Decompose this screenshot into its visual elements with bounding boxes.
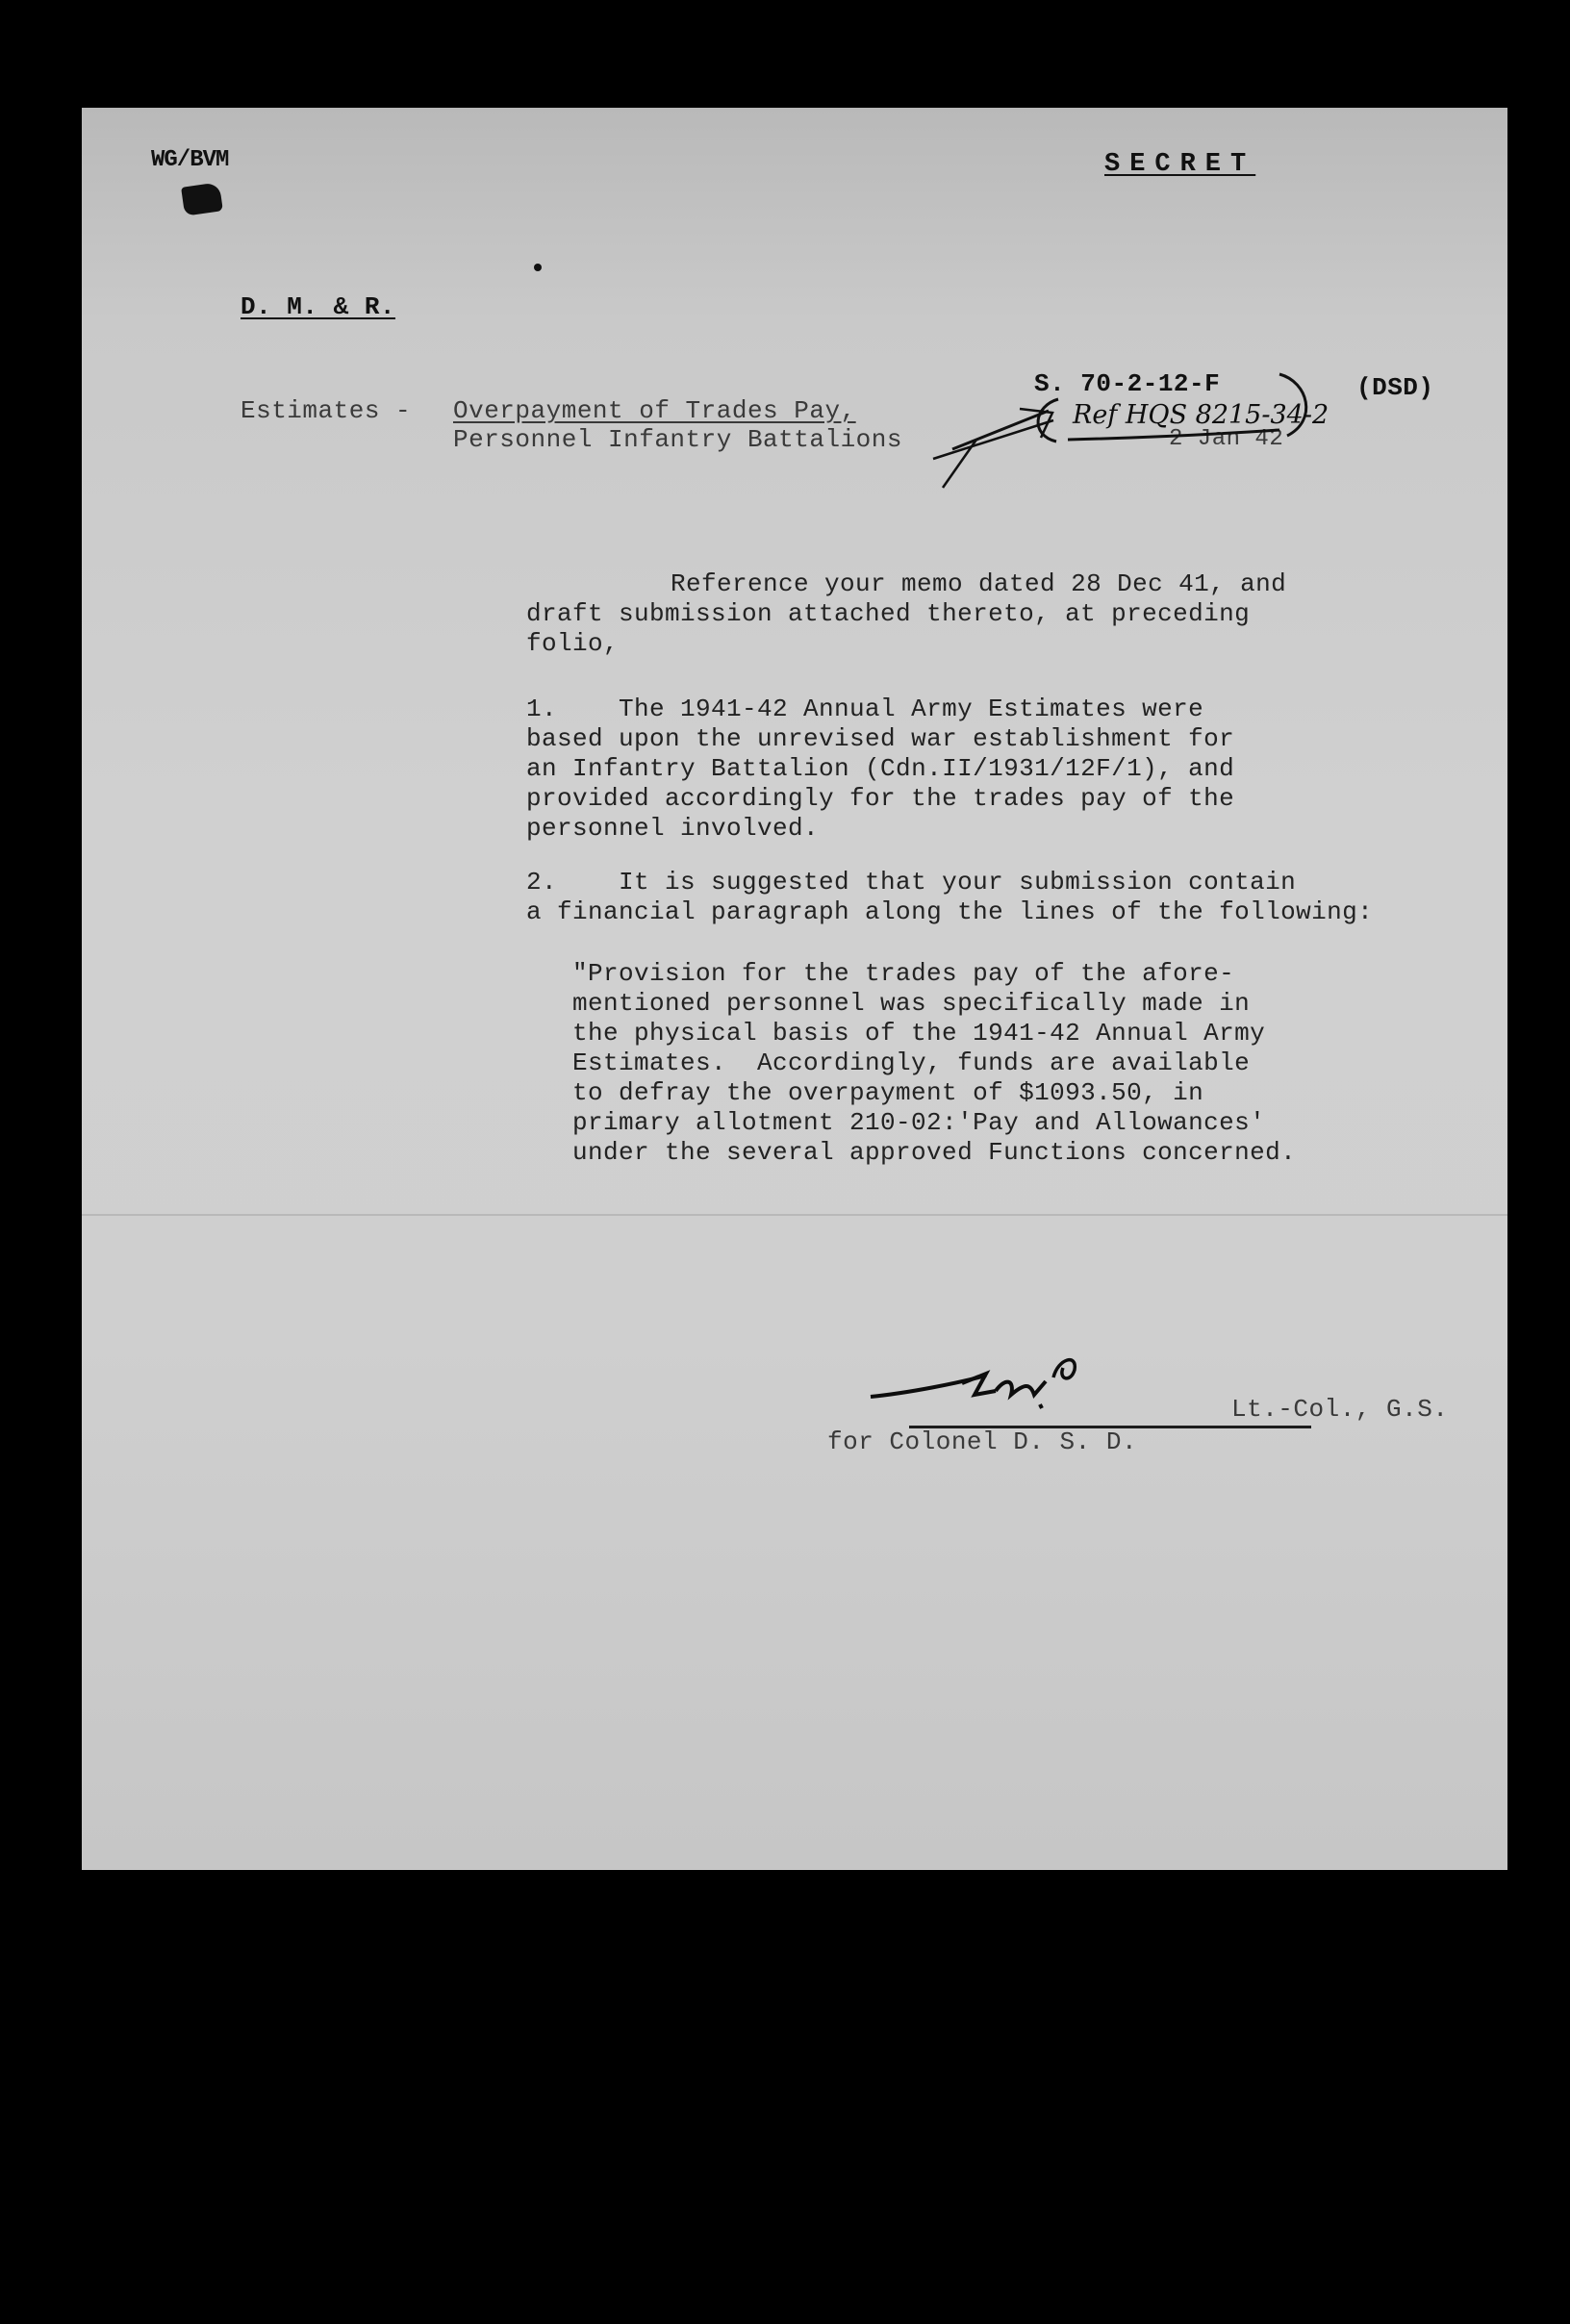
paragraph-line: 2. It is suggested that your submission contain xyxy=(526,868,1297,897)
document-page xyxy=(82,108,1507,1870)
office-code: (DSD) xyxy=(1356,373,1434,402)
security-classification: SECRET xyxy=(1104,150,1256,179)
quoted-financial-paragraph xyxy=(572,959,1296,1168)
signatory-for-line: for Colonel D. S. D. xyxy=(827,1427,1138,1456)
paragraph-line: a financial paragraph along the lines of the following: xyxy=(526,897,1374,926)
quote-line: "Provision for the trades pay of the afore- xyxy=(572,959,1235,988)
body-intro xyxy=(526,569,1287,659)
paragraph-1 xyxy=(526,695,1234,844)
paragraph-2 xyxy=(526,868,1373,927)
handwritten-reference-mark xyxy=(645,353,1347,517)
quote-line: under the several approved Functions concerned. xyxy=(572,1138,1297,1167)
ink-dot xyxy=(534,264,542,271)
paragraph-line: based upon the unrevised war establishment for xyxy=(526,724,1235,753)
addressee: D. M. & R. xyxy=(241,292,396,321)
intro-line: draft submission attached thereto, at preceding xyxy=(526,599,1251,628)
typist-initials: WG/BVM xyxy=(151,147,229,173)
subject-line-2: Personnel Infantry Battalions xyxy=(453,425,902,454)
subject-line-1: Overpayment of Trades Pay, xyxy=(453,396,856,425)
paragraph-line: personnel involved. xyxy=(526,814,820,843)
file-number: S. 70-2-12-F xyxy=(1034,369,1221,398)
intro-line: Reference your memo dated 28 Dec 41, and xyxy=(671,569,1287,598)
paragraph-line: an Infantry Battalion (Cdn.II/1931/12F/1), and xyxy=(526,754,1235,783)
quote-line: Estimates. Accordingly, funds are available xyxy=(572,1048,1251,1077)
handwritten-file-ref: Ref HQS 8215-34-2 xyxy=(1073,400,1329,430)
handwritten-signature xyxy=(871,1320,1217,1426)
ink-blot xyxy=(181,182,223,215)
paragraph-line: 1. The 1941-42 Annual Army Estimates were xyxy=(526,695,1204,723)
quote-line: mentioned personnel was specifically made in xyxy=(572,989,1251,1018)
fold-line xyxy=(82,1214,1507,1216)
document-date: 2 Jan 42 xyxy=(1169,426,1284,452)
paragraph-line: provided accordingly for the trades pay of the xyxy=(526,784,1235,813)
quote-line: primary allotment 210-02:'Pay and Allowances' xyxy=(572,1108,1266,1137)
intro-line: folio, xyxy=(526,629,620,658)
quote-line: to defray the overpayment of $1093.50, in xyxy=(572,1078,1204,1107)
subject-label: Estimates - xyxy=(241,396,412,425)
quote-line: the physical basis of the 1941-42 Annual Army xyxy=(572,1019,1266,1048)
signatory-rank: Lt.-Col., G.S. xyxy=(1231,1395,1449,1424)
